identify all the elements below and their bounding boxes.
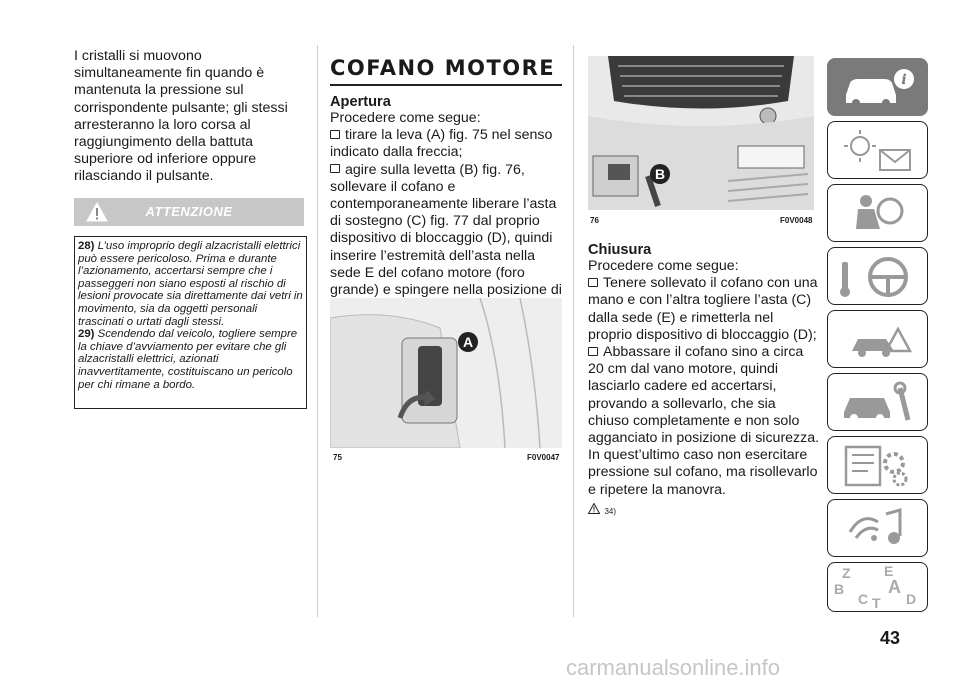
tab-airbag-safety[interactable] [827, 184, 928, 242]
bullet-icon [330, 164, 340, 173]
watermark: carmanualsonline.info [566, 655, 781, 680]
tab-multimedia[interactable] [827, 499, 928, 557]
tab-emergency[interactable] [827, 310, 928, 368]
bullet-icon [588, 347, 598, 356]
steering-key-icon [828, 248, 929, 306]
column-divider [317, 45, 318, 617]
hood-latch-illustration [588, 56, 814, 210]
bullet-item: Tenere sollevato il cofano con una mano e con l’altra togliere l’asta (C) dalla sede (E) e rimetterla nel proprio dispositivo di bloccaggio (D); [588, 275, 818, 343]
refs-row [588, 501, 820, 519]
callout-a: A [458, 332, 478, 352]
right-column [588, 242, 820, 519]
subsection-title: Chiusura [588, 242, 652, 258]
subsection-title: Apertura [330, 94, 391, 110]
warning-header [74, 198, 304, 226]
svg-text:i: i [901, 72, 907, 88]
lead-text: Procedere come segue: [588, 258, 739, 274]
figure-75-image [330, 298, 562, 448]
emergency-triangle-icon [828, 311, 929, 369]
warning-text: L’uso improprio degli alzacristalli elettrici può essere pericoloso. Prima e durante l’azionamento, accertarsi sempre che i passeggeri non siano esposti al rischio di lesioni provocate sia direttamente dai vetri in movimento, sia da oggetti personali trascinati o urtati dagli stessi. [78, 240, 303, 328]
column-divider [573, 45, 574, 617]
bullet-item: Abbassare il cofano sino a circa 20 cm dal vano motore, quindi lasciarlo cadere ed accertarsi, provando a sollevarlo, che sia chiuso completamente e non solo agganciato in posizione di sicurezza. [588, 344, 820, 447]
technical-data-icon [828, 437, 929, 495]
warning-box [74, 236, 307, 409]
title-underline [330, 84, 562, 86]
page-number: 43 [880, 628, 901, 648]
warning-title: ATTENZIONE [145, 204, 233, 219]
bullet-icon [330, 130, 340, 139]
alphabetical-index-icon: Z E B A C T D [834, 563, 917, 611]
tab-steering-key[interactable] [827, 247, 928, 305]
warning-item [78, 240, 304, 328]
dashboard-lights-icon [828, 122, 929, 180]
figure-code: F0V0048 [780, 216, 813, 225]
tab-car-info[interactable] [827, 58, 928, 116]
bullet-item: agire sulla levetta (B) fig. 76, sollevare il cofano e contemporaneamente liberare l’asta di sostegno (C) fig. 77 dal proprio dispositivo di bloccaggio (D), quindi inserire l’estremità dell’asta nella sede E del cofano motore (foro grande) e spingere nella posizione di [330, 161, 562, 299]
closing-paragraph: In quest’ultimo caso non esercitare pressione sul cofano, ma risollevarlo e ripetere la manovra. [588, 447, 818, 498]
note-references: 34) [604, 506, 617, 516]
figure-number: 76 [590, 216, 599, 225]
warning-text: Scendendo dal veicolo, togliere sempre la chiave d’avviamento per evitare che gli alzacristalli elettrici, azionati inavvertitamente, costituiscano un pericolo per chi rimane a bordo. [78, 328, 298, 391]
section-title: COFANO MOTORE [330, 56, 556, 80]
figure-code: F0V0047 [527, 453, 560, 462]
airbag-safety-icon [828, 185, 929, 243]
car-info-icon [828, 59, 929, 117]
tab-technical-data[interactable] [827, 436, 928, 494]
tab-maintenance[interactable] [827, 373, 928, 431]
lever-illustration [330, 298, 562, 448]
warning-small-icon [588, 503, 600, 514]
multimedia-icon [828, 500, 929, 558]
warning-num: 29) [78, 328, 95, 341]
lead-text: Procedere come segue: [330, 110, 481, 126]
warning-item [78, 328, 304, 391]
car-maintenance-icon [828, 374, 929, 432]
left-column [74, 48, 306, 186]
bullet-icon [588, 278, 598, 287]
figure-number: 75 [333, 453, 342, 462]
intro-paragraph: I cristalli si muovono simultaneamente fin quando è mantenuta la pressione sul corrispondente pulsante; gli stessi arresteranno la loro corsa al raggiungimento della battuta superiore od inferiore oppure rilasciando il pulsante. [74, 48, 288, 185]
tab-dashboard-lights[interactable] [827, 121, 928, 179]
figure-76-image [588, 56, 814, 210]
callout-b: B [650, 164, 670, 184]
bullet-item: tirare la leva (A) fig. 75 nel senso indicato dalla freccia; [330, 127, 553, 161]
tab-index[interactable] [827, 562, 928, 612]
warning-num: 28) [78, 240, 95, 252]
